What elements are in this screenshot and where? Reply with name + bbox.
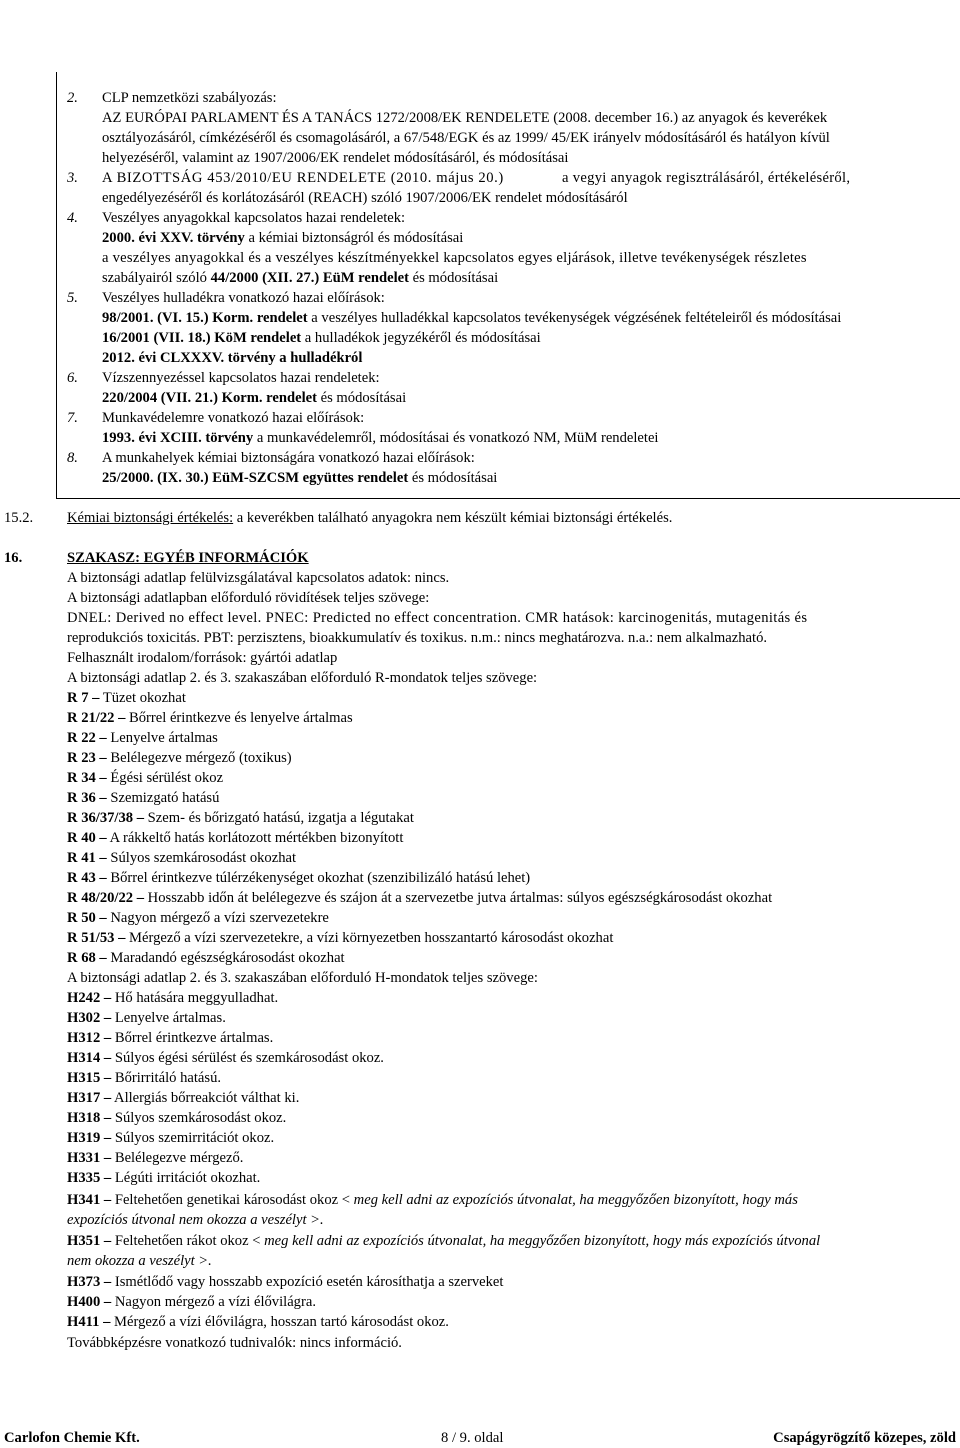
r-phrase bbox=[67, 868, 530, 888]
h-phrase-text: Hő hatására meggyulladhat. bbox=[111, 990, 279, 1006]
footer-company: Carlofon Chemie Kft. bbox=[4, 1430, 140, 1446]
h-phrase-code: H318 – bbox=[67, 1110, 112, 1126]
clp-text-line: AZ EURÓPAI PARLAMENT ÉS A TANÁCS 1272/2008/EK RENDELETE (2008. december 16.) az anyagok és keverékek bbox=[102, 110, 828, 126]
r-phrase-code: R 23 – bbox=[67, 750, 107, 766]
section-number: 16. bbox=[4, 550, 23, 566]
h-phrase bbox=[67, 1128, 274, 1148]
r-phrase-code: R 40 – bbox=[67, 830, 107, 846]
h-phrase-code: H351 – bbox=[67, 1233, 112, 1249]
h-phrase-code: H314 – bbox=[67, 1050, 112, 1066]
h-phrase bbox=[67, 1048, 384, 1068]
h-phrase-code: H400 – bbox=[67, 1294, 112, 1310]
h-phrase bbox=[67, 1312, 449, 1332]
r-phrase-code: R 22 – bbox=[67, 730, 107, 746]
header-created: Elkészítés időpontja: 2013. június 7. bbox=[5, 1, 238, 17]
r-phrase-text: Tüzet okozhat bbox=[99, 690, 186, 706]
h-phrase-note: meg kell adni az expozíciós útvonalat, ha meggyőzően bizonyított, hogy más bbox=[353, 1192, 798, 1208]
r-phrase-code: R 7 – bbox=[67, 690, 100, 706]
item-heading: A munkahelyek kémiai biztonságára vonatkozó hazai előírások: bbox=[102, 450, 475, 466]
h-phrase bbox=[67, 988, 278, 1008]
header-version: Verziószám: 1 bbox=[5, 40, 97, 56]
regulation-ref: 98/2001. (VI. 15.) Korm. rendelet bbox=[102, 310, 308, 326]
r-phrase bbox=[67, 808, 414, 828]
section-number: 15.2. bbox=[4, 510, 34, 526]
r-phrase-text: Bőrrel érintkezve túlérzékenységet okozhat (szenzibilizáló hatású lehet) bbox=[106, 870, 531, 886]
h-phrase-note: meg kell adni az expozíciós útvonalat, ha meggyőzően bizonyított, hogy más expozíciós útvonal bbox=[264, 1233, 821, 1249]
r-phrase-text: Nagyon mérgező a vízi szervezetekre bbox=[106, 910, 329, 926]
training-info: Továbbképzésre vonatkozó tudnivalók: nincs információ. bbox=[67, 1335, 402, 1351]
regulation-ref: 16/2001 (VII. 18.) KöM rendelet bbox=[102, 330, 302, 346]
header-info bbox=[5, 0, 238, 59]
h-phrase bbox=[67, 1292, 316, 1312]
item-number: 2. bbox=[67, 90, 78, 106]
regulation-ref: 44/2000 (XII. 27.) EüM rendelet bbox=[210, 270, 409, 286]
h-phrase bbox=[67, 1028, 273, 1048]
regulation-desc: és módosításai bbox=[408, 470, 498, 486]
assessment-text: a keverékben található anyagokra nem készült kémiai biztonsági értékelés. bbox=[233, 510, 673, 526]
h-phrase bbox=[67, 1008, 226, 1028]
header-url-link[interactable]: http://www.biztonsagiadatlap.hu bbox=[742, 21, 948, 37]
h-phrase-code: H315 – bbox=[67, 1070, 112, 1086]
item-number: 4. bbox=[67, 210, 78, 226]
r-phrase-code: R 41 – bbox=[67, 850, 107, 866]
h-phrase bbox=[67, 1190, 798, 1210]
h-phrase-text: Feltehetően rákot okoz < bbox=[111, 1233, 265, 1249]
r-phrase-code: R 68 – bbox=[67, 950, 107, 966]
h-phrase-text: Belélegezve mérgező. bbox=[111, 1150, 244, 1166]
h-phrase-text: Súlyos szemirritációt okoz. bbox=[111, 1130, 275, 1146]
info-line: Felhasznált irodalom/források: gyártói adatlap bbox=[67, 650, 338, 666]
h-phrase bbox=[67, 1108, 286, 1128]
h-phrase-code: H242 – bbox=[67, 990, 112, 1006]
item-heading: Veszélyes anyagokkal kapcsolatos hazai rendeletek: bbox=[102, 210, 406, 226]
h-phrase-text: Lenyelve ártalmas. bbox=[111, 1010, 226, 1026]
info-line: A biztonsági adatlap felülvizsgálatával kapcsolatos adatok: nincs. bbox=[67, 570, 450, 586]
h-phrase-note: nem okozza a veszélyt >. bbox=[67, 1253, 212, 1269]
item-heading: CLP nemzetközi szabályozás: bbox=[102, 90, 277, 106]
regulation-line bbox=[102, 468, 497, 488]
r-phrase-code: R 36 – bbox=[67, 790, 107, 806]
reach-text: engedélyezéséről és korlátozásáról (REACH) szóló 1907/2006/EK rendelet módosításáról bbox=[102, 190, 628, 206]
h-phrase bbox=[67, 1231, 820, 1251]
h-phrase bbox=[67, 1068, 221, 1088]
r-phrase bbox=[67, 688, 186, 708]
footer-product-name: Csapágyrögzítő közepes, zöld bbox=[773, 1430, 956, 1446]
h-phrase bbox=[67, 1148, 243, 1168]
h-phrase-text: Bőrrel érintkezve ártalmas. bbox=[111, 1030, 274, 1046]
r-phrase bbox=[67, 908, 329, 928]
h-phrase-text: Feltehetően genetikai károsodást okoz < bbox=[111, 1192, 354, 1208]
regulation-ref: 2000. évi XXV. törvény bbox=[102, 230, 245, 246]
r-phrase bbox=[67, 768, 223, 788]
regulation-desc: a munkavédelemről, módosításai és vonatkozó NM, MüM rendeletei bbox=[253, 430, 659, 446]
r-phrase-code: R 48/20/22 – bbox=[67, 890, 145, 906]
r-phrase-text: Szem- és bőrizgató hatású, izgatja a légutakat bbox=[144, 810, 414, 826]
regulation-ref: 1993. évi XCIII. törvény bbox=[102, 430, 254, 446]
regulation-line bbox=[102, 328, 541, 348]
regulation-desc: és módosításai bbox=[316, 390, 407, 406]
header-review: Felülvizsgálat időpontja: - bbox=[5, 20, 170, 37]
h-phrase-text: Súlyos égési sérülést és szemkárosodást okoz. bbox=[111, 1050, 384, 1066]
r-phrase-text: Szemizgató hatású bbox=[106, 790, 220, 806]
chemical-safety-assessment bbox=[67, 508, 672, 528]
regulation-line bbox=[102, 228, 463, 248]
r-phrase-text: Lenyelve ártalmas bbox=[106, 730, 218, 746]
regulation-ref: 220/2004 (VII. 21.) Korm. rendelet bbox=[102, 390, 317, 406]
h-phrase bbox=[67, 1272, 503, 1292]
item-number: 8. bbox=[67, 450, 78, 466]
item-number: 5. bbox=[67, 290, 78, 306]
regulation-line: 2012. évi CLXXXV. törvény a hulladékról bbox=[102, 350, 363, 366]
h-phrase-code: H312 – bbox=[67, 1030, 112, 1046]
r-phrase bbox=[67, 848, 296, 868]
r-phrase bbox=[67, 728, 218, 748]
info-line: reprodukciós toxicitás. PBT: perzisztens, bioakkumulatív és toxikus. n.m.: nincs meghatározva. n.a.: nem alkalmazható. bbox=[67, 630, 768, 646]
h-phrase-note: expozíciós útvonal nem okozza a veszélyt >. bbox=[67, 1212, 324, 1228]
clp-text-line: helyezéséről, valamint az 1907/2006/EK rendelet módosításáról, és módosításai bbox=[102, 150, 569, 166]
regulation-line bbox=[102, 268, 498, 288]
h-phrase-code: H411 – bbox=[67, 1314, 111, 1330]
footer-page-number: 8 / 9. oldal bbox=[441, 1430, 504, 1446]
r-phrase-text: Bőrrel érintkezve és lenyelve ártalmas bbox=[125, 710, 353, 726]
r-phrase-text: A rákkeltő hatás korlátozott mértékben bizonyított bbox=[106, 830, 404, 846]
h-phrase-code: H302 – bbox=[67, 1010, 112, 1026]
clp-text-line: osztályozásáról, címkézéséről és csomagolásáról, a 67/548/EGK és az 1999/ 45/EK irányelv módosításáról és hatályon kívül bbox=[102, 130, 830, 146]
r-phrase bbox=[67, 888, 772, 908]
item-heading: Veszélyes hulladékra vonatkozó hazai előírások: bbox=[102, 290, 385, 306]
h-phrase-code: H373 – bbox=[67, 1274, 112, 1290]
h-phrase bbox=[67, 1088, 299, 1108]
r-phrase bbox=[67, 828, 403, 848]
r-phrase-text: Hosszabb időn át belélegezve és szájon át a szervezetbe jutva ártalmas: súlyos egészségkárosodást okozhat bbox=[144, 890, 773, 906]
r-phrase bbox=[67, 948, 345, 968]
assessment-label: Kémiai biztonsági értékelés: bbox=[67, 510, 234, 526]
h-phrase-code: H341 – bbox=[67, 1192, 112, 1208]
info-line: DNEL: Derived no effect level. PNEC: Predicted no effect concentration. CMR hatások: karcinogenitás, mutagenitás és bbox=[67, 610, 808, 626]
reach-text: a vegyi anyagok regisztrálásáról, értékeléséről, bbox=[562, 170, 851, 186]
info-line: A biztonsági adatlap 2. és 3. szakaszában előforduló R-mondatok teljes szövege: bbox=[67, 670, 538, 686]
r-phrase-code: R 34 – bbox=[67, 770, 107, 786]
regulation-ref: 25/2000. (IX. 30.) EüM-SZCSM együttes rendelet bbox=[102, 470, 409, 486]
r-phrase-code: R 21/22 – bbox=[67, 710, 126, 726]
r-phrase-code: R 50 – bbox=[67, 910, 107, 926]
r-phrase bbox=[67, 928, 613, 948]
page-header bbox=[0, 0, 960, 68]
regulation-line: a veszélyes anyagokkal és a veszélyes készítményekkel kapcsolatos egyes eljárások, illetve tevékenységek részletes bbox=[102, 250, 807, 266]
h-phrase-code: H331 – bbox=[67, 1150, 112, 1166]
r-phrase bbox=[67, 788, 219, 808]
regulation-line bbox=[102, 428, 659, 448]
r-phrase-text: Mérgező a vízi szervezetekre, a vízi környezetben hosszantartó károsodást okozhat bbox=[125, 930, 614, 946]
item-number: 3. bbox=[67, 170, 78, 186]
item-heading: Vízszennyezéssel kapcsolatos hazai rendeletek: bbox=[102, 370, 380, 386]
h-phrase-code: H317 – bbox=[67, 1090, 112, 1106]
h-phrase-text: Mérgező a vízi élővilágra, hosszan tartó károsodást okoz. bbox=[110, 1314, 449, 1330]
item-number: 7. bbox=[67, 410, 78, 426]
h-phrase-text: Ismétlődő vagy hosszabb expozíció esetén károsíthatja a szerveket bbox=[111, 1274, 504, 1290]
info-line: A biztonsági adatlap 2. és 3. szakaszában előforduló H-mondatok teljes szövege: bbox=[67, 970, 538, 986]
section-title: SZAKASZ: EGYÉB INFORMÁCIÓK bbox=[67, 550, 309, 566]
h-phrase-text: Allergiás bőrreakciót válthat ki. bbox=[111, 1090, 300, 1106]
r-phrase-code: R 36/37/38 – bbox=[67, 810, 145, 826]
h-phrase-text: Légúti irritációt okozhat. bbox=[111, 1170, 261, 1186]
regulation-line bbox=[102, 308, 841, 328]
regulation-line bbox=[102, 388, 406, 408]
r-phrase bbox=[67, 708, 353, 728]
r-phrase-code: R 51/53 – bbox=[67, 930, 126, 946]
regulation-desc: szabályairól szóló bbox=[102, 270, 211, 286]
r-phrase bbox=[67, 748, 292, 768]
h-phrase-code: H319 – bbox=[67, 1130, 112, 1146]
h-phrase-text: Bőrirritáló hatású. bbox=[111, 1070, 222, 1086]
h-phrase-code: H335 – bbox=[67, 1170, 112, 1186]
item-heading: A BIZOTTSÁG 453/2010/EU RENDELETE (2010. május 20.) bbox=[102, 170, 504, 186]
regulation-desc: a kémiai biztonságról és módosításai bbox=[244, 230, 464, 246]
r-phrase-text: Égési sérülést okoz bbox=[106, 770, 224, 786]
item-number: 6. bbox=[67, 370, 78, 386]
h-phrase bbox=[67, 1168, 260, 1188]
h-phrase-text: Nagyon mérgező a vízi élővilágra. bbox=[111, 1294, 316, 1310]
r-phrase-text: Maradandó egészségkárosodást okozhat bbox=[106, 950, 345, 966]
r-phrase-text: Súlyos szemkárosodást okozhat bbox=[106, 850, 297, 866]
h-phrase-text: Súlyos szemkárosodást okoz. bbox=[111, 1110, 287, 1126]
r-phrase-text: Belélegezve mérgező (toxikus) bbox=[106, 750, 292, 766]
info-line: A biztonsági adatlapban előforduló rövidítések teljes szövege: bbox=[67, 590, 430, 606]
regulation-desc: a hulladékok jegyzékéről és módosításai bbox=[301, 330, 541, 346]
regulation-desc: és módosításai bbox=[408, 270, 499, 286]
item-heading: Munkavédelemre vonatkozó hazai előírások: bbox=[102, 410, 365, 426]
regulation-desc: a veszélyes hulladékkal kapcsolatos tevékenységek végzésének feltételeiről és módosításai bbox=[307, 310, 842, 326]
r-phrase-code: R 43 – bbox=[67, 870, 107, 886]
